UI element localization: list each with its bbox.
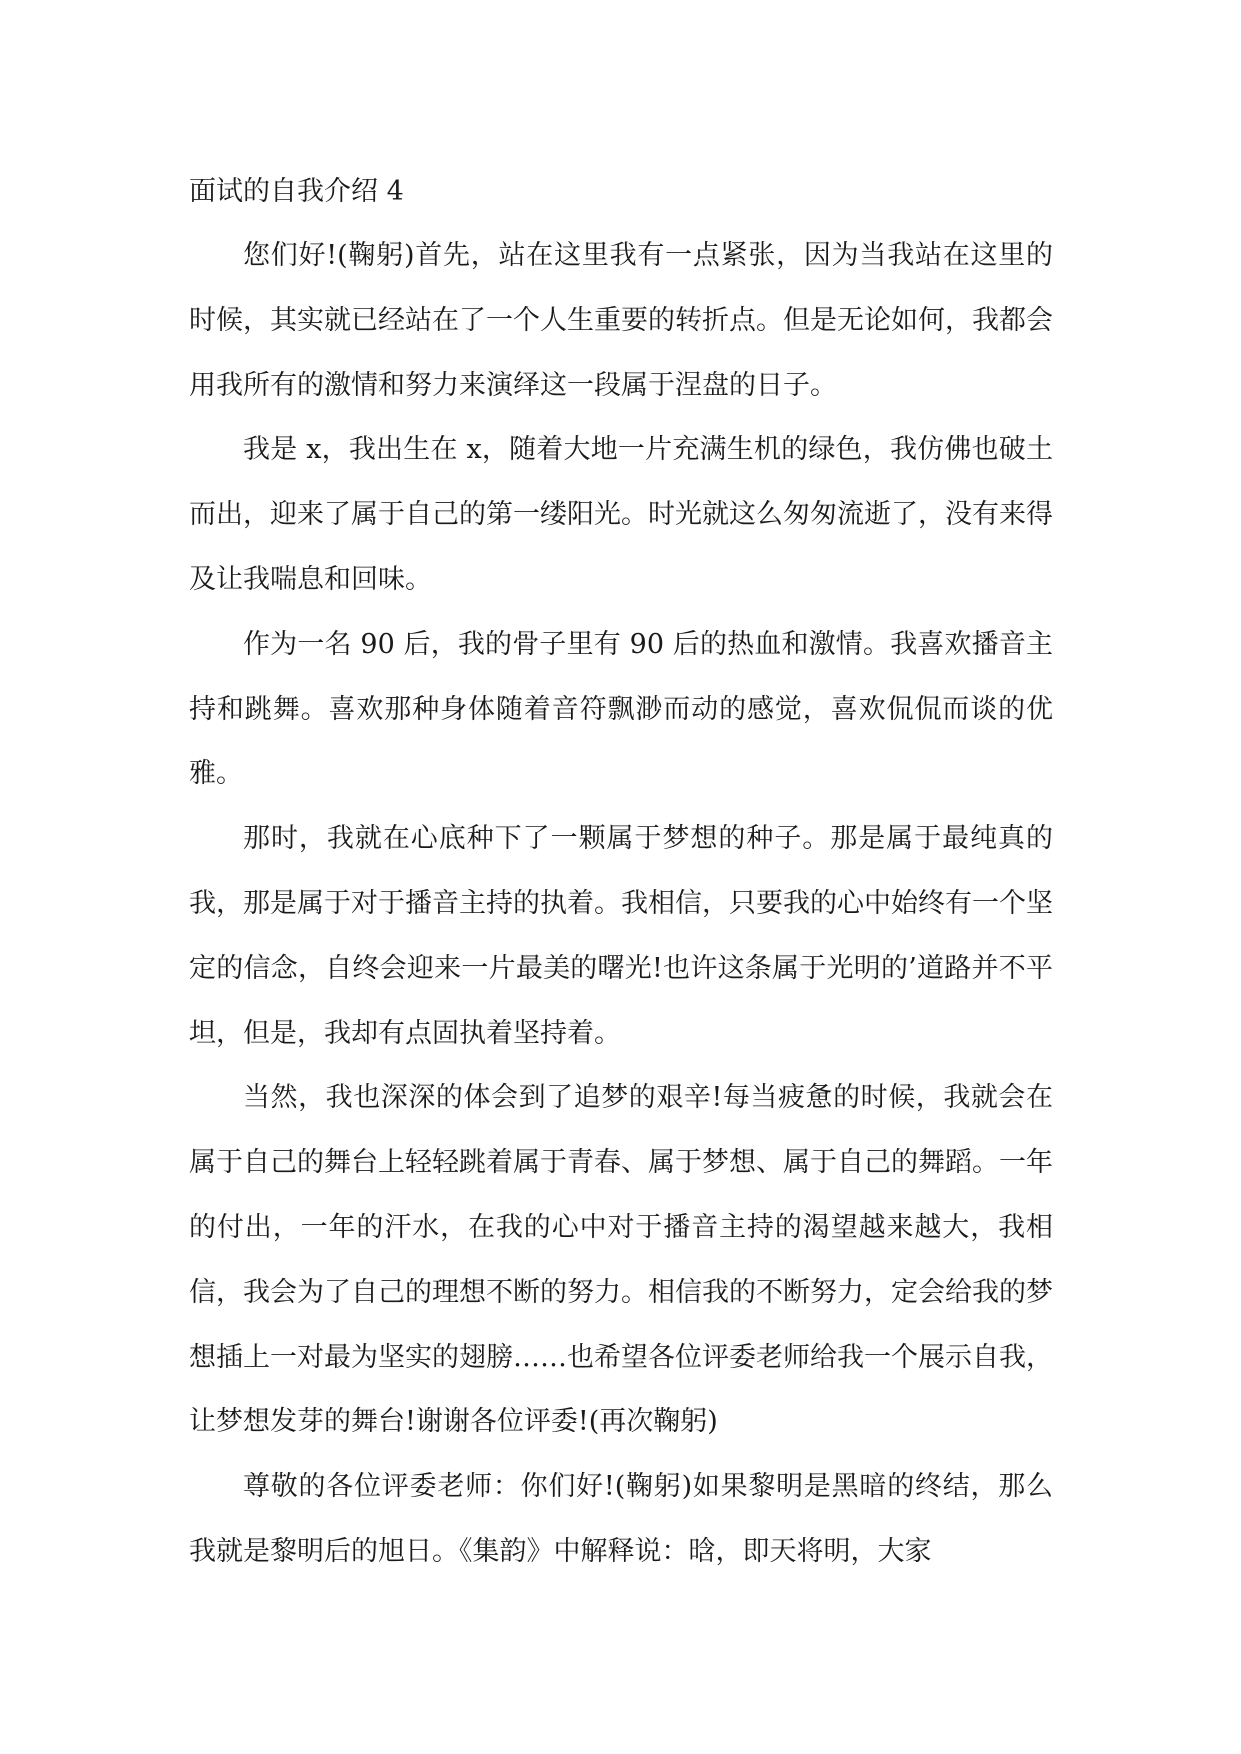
paragraph-2: 我是 x，我出生在 x，随着大地一片充满生机的绿色，我仿佛也破土而出，迎来了属于自己的第一缕阳光。时光就这么匆匆流逝了，没有来得及让我喘息和回味。: [189, 434, 1053, 595]
document-title: 面试的自我介绍 4: [189, 176, 404, 207]
paragraph-1: 您们好!(鞠躬)首先，站在这里我有一点紧张，因为当我站在这里的时候，其实就已经站在了一个人生重要的转折点。但是无论如何，我都会用我所有的激情和努力来演绎这一段属于涅盘的日子。: [189, 240, 1053, 401]
paragraph-5: 当然，我也深深的体会到了追梦的艰辛!每当疲惫的时候，我就会在属于自己的舞台上轻轻跳着属于青春、属于梦想、属于自己的舞蹈。一年的付出，一年的汗水，在我的心中对于播音主持的渴望越来越大，我相信，我会为了自己的理想不断的努力。相信我的不断努力，定会给我的梦想插上一对最为坚实的翅膀……也希望各位评委老师给我一个展示自我，让梦想发芽的舞台!谢谢各位评委!(再次鞠躬): [189, 1082, 1053, 1438]
document-body: [189, 160, 1053, 1585]
paragraph-4: 那时，我就在心底种下了一颗属于梦想的种子。那是属于最纯真的我，那是属于对于播音主持的执着。我相信，只要我的心中始终有一个坚定的信念，自终会迎来一片最美的曙光!也许这条属于光明的’道路并不平坦，但是，我却有点固执着坚持着。: [189, 823, 1053, 1049]
paragraph-6: 尊敬的各位评委老师：你们好!(鞠躬)如果黎明是黑暗的终结，那么我就是黎明后的旭日。《集韵》中解释说：晗，即天将明，大家: [189, 1471, 1053, 1567]
paragraph-3: 作为一名 90 后，我的骨子里有 90 后的热血和激情。我喜欢播音主持和跳舞。喜欢那种身体随着音符飘渺而动的感觉，喜欢侃侃而谈的优雅。: [189, 628, 1053, 790]
